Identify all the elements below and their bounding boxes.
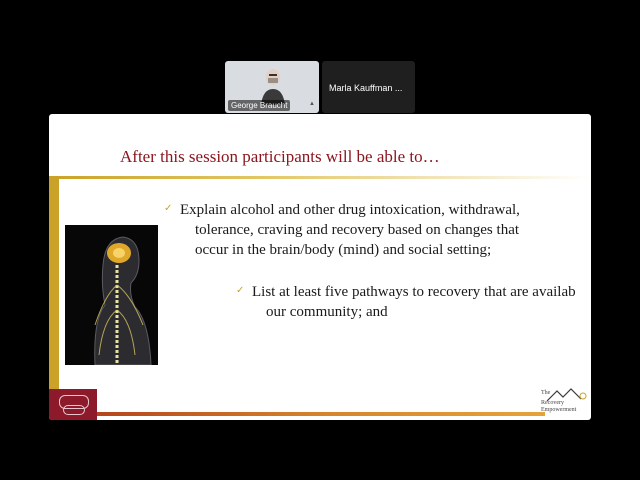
logo-text: The xyxy=(541,390,551,396)
participant-video-icon xyxy=(259,65,287,105)
tile-logo-icon: ▲ xyxy=(309,101,315,107)
participant-name: Marla Kauffman ... xyxy=(329,83,403,93)
bullet-item xyxy=(252,282,576,322)
decorative-rule xyxy=(49,176,591,179)
decorative-side-bar xyxy=(49,176,59,390)
participant-tile-marla[interactable] xyxy=(322,61,415,113)
bullet-line: occur in the brain/body (mind) and social setting; xyxy=(195,242,492,258)
participant-name: George Braucht xyxy=(228,100,290,111)
bullet-line: our community; and xyxy=(266,304,388,320)
check-icon: ✓ xyxy=(236,285,245,296)
logo-text: Empowerment xyxy=(541,407,577,413)
organization-logo-icon xyxy=(49,389,97,420)
recovery-empowerment-logo-icon xyxy=(539,388,585,414)
slide-title: After this session participants will be able to… xyxy=(120,147,440,166)
bullet-line: tolerance, craving and recovery based on changes that xyxy=(195,222,520,238)
decorative-bottom-bar xyxy=(97,412,545,416)
logo-text: Recovery xyxy=(541,400,564,406)
bullet-item xyxy=(180,200,520,260)
bullet-line: Explain alcohol and other drug intoxication, withdrawal, xyxy=(180,202,520,218)
brain-spine-image xyxy=(65,225,158,365)
check-icon: ✓ xyxy=(164,203,173,214)
participant-tile-george[interactable] xyxy=(225,61,319,113)
bullet-line: List at least five pathways to recovery that are availab xyxy=(252,284,576,300)
shared-slide xyxy=(49,114,591,420)
